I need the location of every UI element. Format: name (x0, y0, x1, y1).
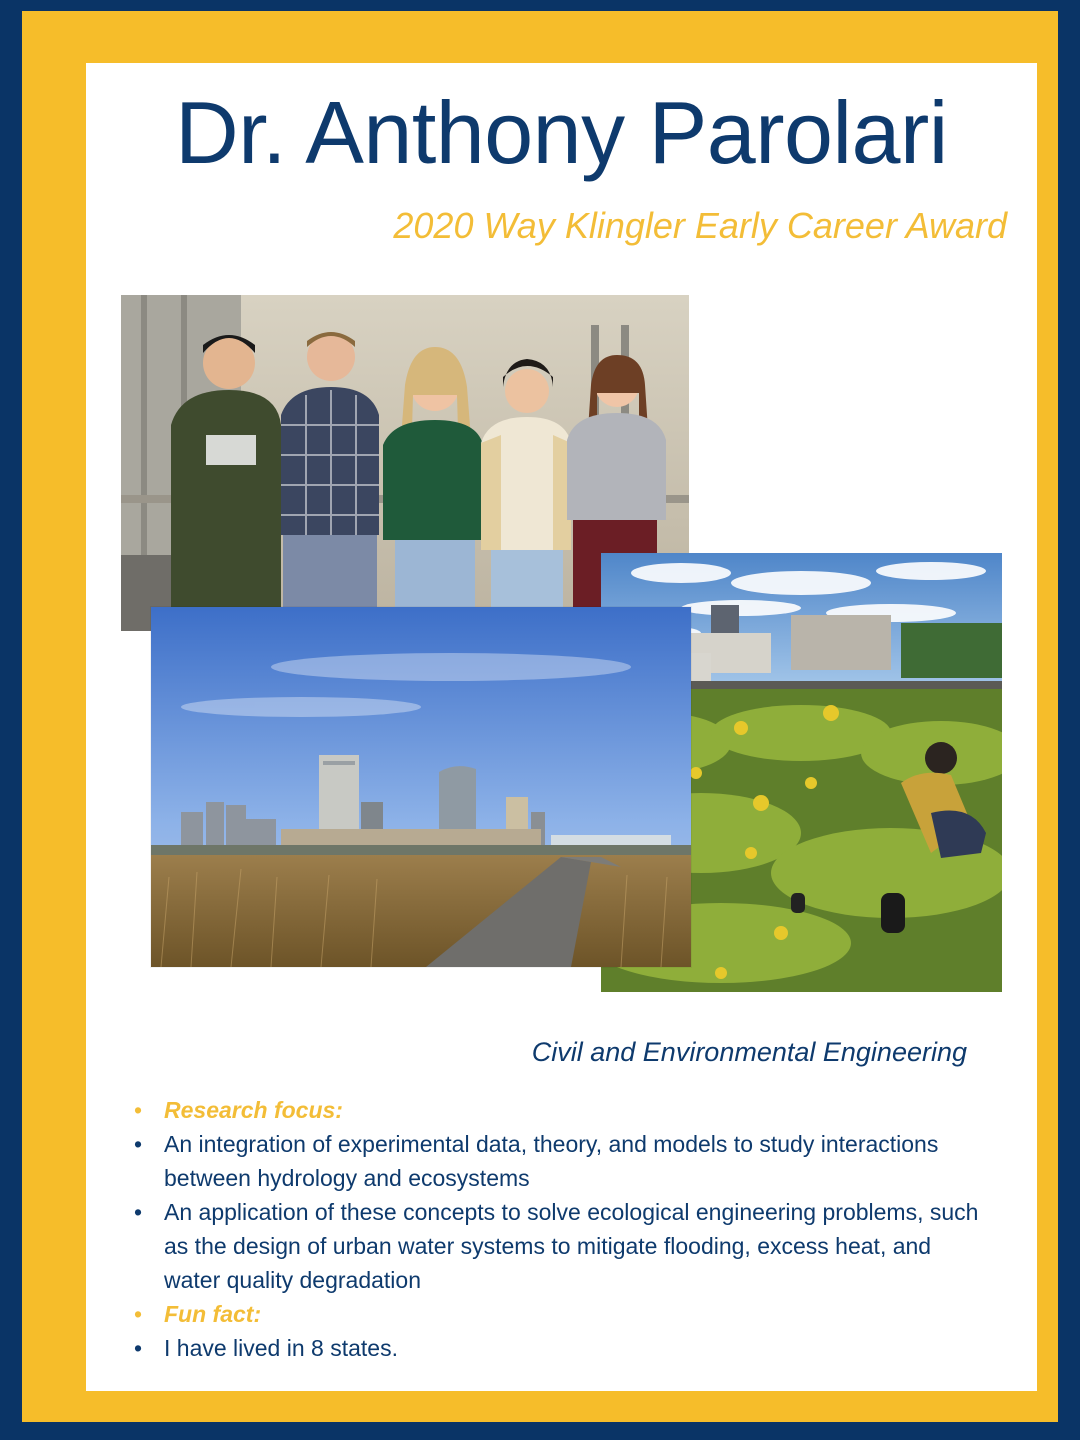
poster-panel (86, 63, 1037, 1391)
list-item: • I have lived in 8 states. (130, 1331, 990, 1365)
research-focus-heading (130, 1093, 990, 1127)
city-skyline-photo (151, 607, 691, 967)
list-item: • An application of these concepts to solve ecological engineering problems, such as the design of urban water systems to mitigate flooding, excess heat, and water quality degradation (130, 1195, 990, 1297)
award-subtitle: 2020 Way Klingler Early Career Award (393, 205, 1007, 246)
fun-fact-list (130, 1331, 990, 1365)
info-list (130, 1093, 990, 1365)
section-label: Research focus: (164, 1097, 343, 1123)
fun-fact-heading (130, 1297, 990, 1331)
list-item: • An integration of experimental data, theory, and models to study interactions between hydrology and ecosystems (130, 1127, 990, 1195)
page-title: Dr. Anthony Parolari (175, 83, 948, 182)
gold-frame (22, 11, 1058, 1422)
research-focus-list (130, 1127, 990, 1297)
department-label: Civil and Environmental Engineering (531, 1037, 967, 1067)
section-label: Fun fact: (164, 1301, 262, 1327)
